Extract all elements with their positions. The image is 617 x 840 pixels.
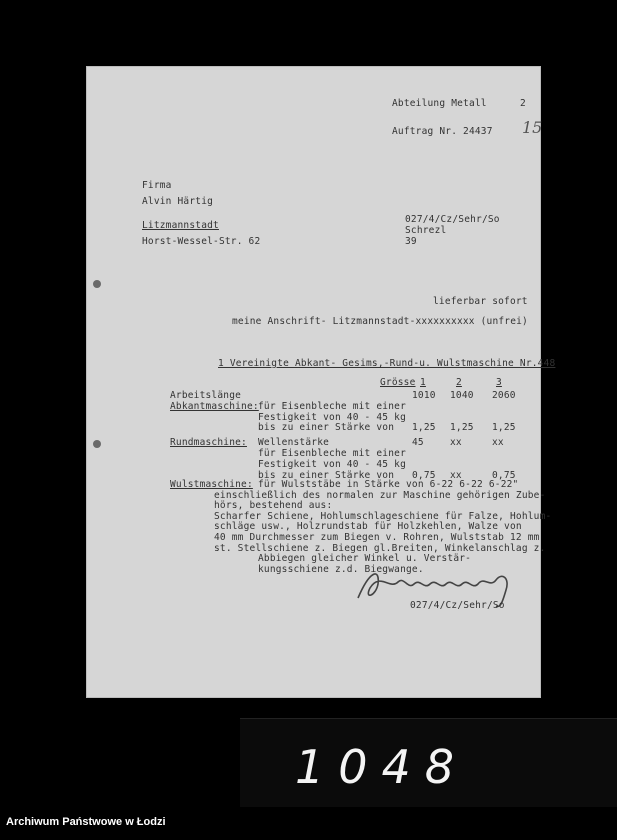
row-label: Arbeitslänge (170, 390, 242, 401)
size-header-2: 2 (456, 377, 462, 388)
wulst-line: für Wulststäbe in Stärke von 6-22 6-22 6-22" (258, 479, 519, 490)
wulst-line: einschließlich des normalen zur Maschine gehörigen Zube- (214, 489, 546, 501)
size-header-1: 1 (420, 377, 426, 388)
department-label: Abteilung Metall (392, 98, 487, 109)
wulst-label: Wulstmaschine: (170, 479, 253, 490)
row-value-size-3: 0,75 (492, 469, 516, 481)
wulst-line: Abbiegen gleicher Winkel u. Verstär- (258, 553, 472, 565)
item-title: 1 Vereinigte Abkant- Gesims,-Rund-u. Wulstmaschine Nr.448 (218, 358, 556, 369)
delivery-status: lieferbar sofort (433, 296, 528, 307)
row-value-size-1: 0,75 (412, 469, 436, 481)
row-label: Abkantmaschine: (170, 400, 259, 412)
row-value-size-3: 1,25 (492, 422, 516, 434)
firm-label: Firma (142, 180, 172, 191)
row-value-size-2: xx (450, 437, 462, 449)
frame-number: 1048 (295, 740, 469, 794)
punch-hole-bottom (93, 440, 101, 448)
recipient-city: Litzmannstadt (142, 220, 219, 231)
order-number: Auftrag Nr. 24437 (392, 126, 493, 137)
wulst-line: Scharfer Schiene, Hohlumschlageschiene für Falze, Hohlum- (214, 510, 552, 522)
row-description: Festigkeit von 40 - 45 kg (258, 411, 406, 423)
archive-label: Archiwum Państwowe w Łodzi (6, 816, 166, 828)
row-description: Wellenstärke (258, 437, 330, 449)
row-value-size-2: 1040 (450, 390, 474, 401)
row-description: bis zu einer Stärke von (258, 469, 395, 481)
recipient-street: Horst-Wessel-Str. 62 (142, 236, 261, 247)
punch-hole-top (93, 280, 101, 288)
wulst-line: schläge usw., Holzrundstab für Holzkehlen, Walze von (214, 521, 522, 533)
recipient-name: Alvin Härtig (142, 196, 214, 207)
reference-number: 39 (405, 236, 417, 247)
row-description: Festigkeit von 40 - 45 kg (258, 458, 406, 470)
wulst-line: 40 mm Durchmesser zum Biegen v. Rohren, Wulststab 12 mm (214, 532, 540, 543)
row-value-size-2: xx (450, 469, 462, 481)
page-number: 2 (520, 98, 526, 109)
row-value-size-1: 45 (412, 437, 424, 449)
row-value-size-1: 1010 (412, 390, 436, 401)
reference-name: Schrezl (405, 225, 447, 236)
size-header-3: 3 (496, 377, 502, 388)
wulst-line: kungsschiene z.d. Biegwange. (258, 563, 424, 575)
reference-code: 027/4/Cz/Sehr/So (405, 214, 500, 225)
handwritten-mark: 15 (522, 118, 543, 137)
row-value-size-3: 2060 (492, 390, 516, 401)
row-value-size-3: xx (492, 437, 504, 449)
size-header-label: Grösse (380, 377, 416, 388)
wulst-line: st. Stellschiene z. Biegen gl.Breiten, Winkelanschlag z. (214, 542, 546, 554)
wulst-line: hörs, bestehend aus: (214, 500, 333, 512)
row-description: bis zu einer Stärke von (258, 422, 395, 434)
row-label: Rundmaschine: (170, 437, 247, 449)
row-description: für Eisenbleche mit einer (258, 400, 406, 412)
row-description: für Eisenbleche mit einer (258, 448, 406, 459)
footer-reference: 027/4/Cz/Sehr/So (410, 600, 505, 611)
row-value-size-1: 1,25 (412, 422, 436, 434)
delivery-address: meine Anschrift- Litzmannstadt-xxxxxxxxxx (unfrei) (232, 316, 528, 327)
row-value-size-2: 1,25 (450, 422, 474, 434)
